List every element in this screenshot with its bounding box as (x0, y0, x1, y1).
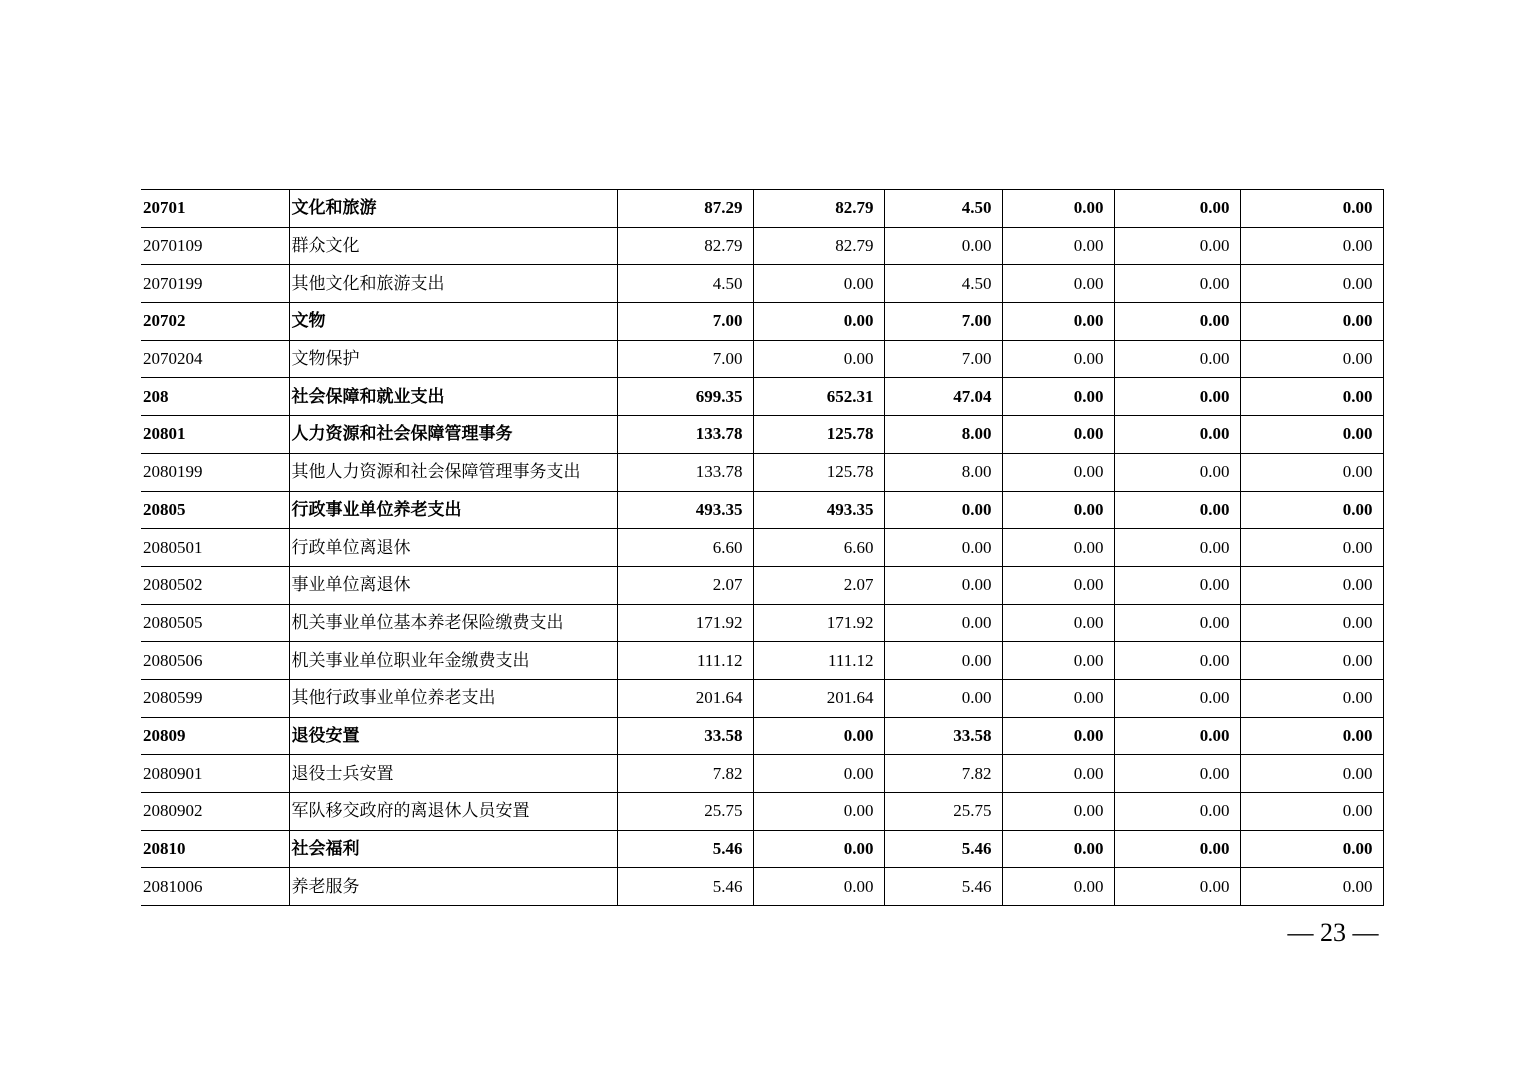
cell-amount: 0.00 (1114, 491, 1240, 529)
table-row (141, 227, 1383, 265)
cell-amount: 0.00 (1114, 227, 1240, 265)
cell-subject-code: 2080599 (141, 679, 289, 717)
cell-amount: 133.78 (617, 416, 753, 454)
cell-amount: 133.78 (617, 453, 753, 491)
cell-subject-name: 文化和旅游 (289, 190, 617, 228)
cell-amount: 0.00 (1002, 717, 1114, 755)
cell-amount: 5.46 (884, 868, 1002, 906)
cell-amount: 0.00 (1114, 190, 1240, 228)
cell-amount: 0.00 (1240, 604, 1383, 642)
cell-subject-name: 行政事业单位养老支出 (289, 491, 617, 529)
cell-amount: 0.00 (1114, 642, 1240, 680)
cell-amount: 47.04 (884, 378, 1002, 416)
cell-subject-name: 事业单位离退休 (289, 566, 617, 604)
cell-subject-code: 2080501 (141, 529, 289, 567)
cell-amount: 0.00 (753, 868, 884, 906)
table-row (141, 755, 1383, 793)
cell-amount: 0.00 (1114, 265, 1240, 303)
cell-amount: 0.00 (753, 303, 884, 341)
cell-subject-name: 退役士兵安置 (289, 755, 617, 793)
table-row (141, 717, 1383, 755)
cell-amount: 0.00 (1002, 340, 1114, 378)
cell-amount: 125.78 (753, 453, 884, 491)
cell-amount: 699.35 (617, 378, 753, 416)
cell-amount: 0.00 (1114, 604, 1240, 642)
cell-amount: 6.60 (753, 529, 884, 567)
cell-amount: 33.58 (617, 717, 753, 755)
cell-amount: 2.07 (617, 566, 753, 604)
cell-amount: 0.00 (1002, 604, 1114, 642)
cell-amount: 0.00 (1240, 190, 1383, 228)
cell-subject-name: 养老服务 (289, 868, 617, 906)
cell-amount: 4.50 (884, 190, 1002, 228)
cell-subject-name: 军队移交政府的离退休人员安置 (289, 793, 617, 831)
table-row (141, 378, 1383, 416)
cell-amount: 7.00 (884, 340, 1002, 378)
cell-amount: 0.00 (1240, 755, 1383, 793)
cell-subject-name: 行政单位离退休 (289, 529, 617, 567)
cell-amount: 5.46 (617, 830, 753, 868)
cell-amount: 4.50 (617, 265, 753, 303)
cell-amount: 493.35 (617, 491, 753, 529)
table-row (141, 190, 1383, 228)
cell-amount: 25.75 (617, 793, 753, 831)
cell-amount: 8.00 (884, 453, 1002, 491)
cell-amount: 0.00 (753, 717, 884, 755)
cell-subject-code: 2070204 (141, 340, 289, 378)
cell-amount: 0.00 (1240, 265, 1383, 303)
cell-amount: 0.00 (1002, 491, 1114, 529)
cell-subject-name: 社会福利 (289, 830, 617, 868)
cell-amount: 82.79 (753, 227, 884, 265)
cell-amount: 0.00 (1240, 679, 1383, 717)
cell-amount: 111.12 (753, 642, 884, 680)
table-row (141, 679, 1383, 717)
page-number: — 23 — (1287, 918, 1379, 947)
cell-amount: 0.00 (1002, 529, 1114, 567)
cell-amount: 0.00 (1002, 830, 1114, 868)
cell-subject-code: 20805 (141, 491, 289, 529)
cell-amount: 0.00 (1240, 717, 1383, 755)
cell-amount: 82.79 (753, 190, 884, 228)
cell-amount: 0.00 (1240, 340, 1383, 378)
cell-amount: 0.00 (1114, 755, 1240, 793)
cell-amount: 0.00 (1240, 642, 1383, 680)
cell-amount: 0.00 (884, 642, 1002, 680)
cell-subject-code: 2080902 (141, 793, 289, 831)
cell-amount: 7.00 (617, 340, 753, 378)
cell-amount: 0.00 (753, 830, 884, 868)
cell-amount: 0.00 (884, 679, 1002, 717)
cell-subject-code: 20801 (141, 416, 289, 454)
cell-amount: 5.46 (617, 868, 753, 906)
cell-amount: 0.00 (1240, 830, 1383, 868)
cell-amount: 0.00 (1240, 227, 1383, 265)
cell-subject-code: 20809 (141, 717, 289, 755)
cell-subject-name: 文物保护 (289, 340, 617, 378)
cell-subject-name: 人力资源和社会保障管理事务 (289, 416, 617, 454)
cell-amount: 0.00 (1002, 793, 1114, 831)
cell-amount: 0.00 (1240, 491, 1383, 529)
cell-amount: 493.35 (753, 491, 884, 529)
cell-amount: 0.00 (1002, 453, 1114, 491)
cell-amount: 0.00 (1114, 868, 1240, 906)
cell-amount: 8.00 (884, 416, 1002, 454)
cell-amount: 82.79 (617, 227, 753, 265)
cell-amount: 0.00 (1002, 755, 1114, 793)
table-body (141, 190, 1383, 906)
cell-amount: 0.00 (1240, 529, 1383, 567)
cell-subject-name: 机关事业单位职业年金缴费支出 (289, 642, 617, 680)
budget-table (141, 189, 1384, 906)
cell-amount: 0.00 (753, 340, 884, 378)
table-row (141, 303, 1383, 341)
cell-amount: 0.00 (1114, 453, 1240, 491)
cell-amount: 201.64 (617, 679, 753, 717)
cell-amount: 0.00 (1240, 303, 1383, 341)
table-row (141, 529, 1383, 567)
cell-subject-code: 2070199 (141, 265, 289, 303)
cell-amount: 125.78 (753, 416, 884, 454)
cell-amount: 0.00 (1114, 717, 1240, 755)
cell-subject-name: 其他人力资源和社会保障管理事务支出 (289, 453, 617, 491)
cell-amount: 0.00 (753, 755, 884, 793)
cell-amount: 2.07 (753, 566, 884, 604)
cell-subject-code: 2080506 (141, 642, 289, 680)
cell-amount: 0.00 (1114, 679, 1240, 717)
cell-amount: 0.00 (1002, 303, 1114, 341)
cell-subject-name: 其他行政事业单位养老支出 (289, 679, 617, 717)
cell-amount: 7.82 (617, 755, 753, 793)
cell-subject-code: 2080199 (141, 453, 289, 491)
cell-subject-code: 2080901 (141, 755, 289, 793)
cell-amount: 171.92 (753, 604, 884, 642)
cell-amount: 7.82 (884, 755, 1002, 793)
cell-amount: 33.58 (884, 717, 1002, 755)
cell-amount: 0.00 (1002, 265, 1114, 303)
cell-amount: 0.00 (1114, 830, 1240, 868)
cell-subject-code: 20810 (141, 830, 289, 868)
cell-amount: 7.00 (617, 303, 753, 341)
cell-subject-name: 文物 (289, 303, 617, 341)
cell-amount: 0.00 (1240, 566, 1383, 604)
cell-amount: 0.00 (1114, 340, 1240, 378)
cell-amount: 0.00 (1240, 453, 1383, 491)
cell-amount: 0.00 (1114, 566, 1240, 604)
table-row (141, 491, 1383, 529)
cell-subject-name: 群众文化 (289, 227, 617, 265)
cell-amount: 0.00 (884, 227, 1002, 265)
cell-amount: 0.00 (884, 491, 1002, 529)
cell-amount: 0.00 (1240, 378, 1383, 416)
cell-subject-name: 其他文化和旅游支出 (289, 265, 617, 303)
cell-subject-code: 20702 (141, 303, 289, 341)
cell-amount: 0.00 (1002, 227, 1114, 265)
cell-amount: 0.00 (1002, 378, 1114, 416)
table-row (141, 453, 1383, 491)
table-row (141, 416, 1383, 454)
cell-amount: 171.92 (617, 604, 753, 642)
cell-amount: 0.00 (753, 265, 884, 303)
cell-amount: 0.00 (884, 529, 1002, 567)
table-row (141, 830, 1383, 868)
cell-amount: 0.00 (1114, 793, 1240, 831)
table-row (141, 265, 1383, 303)
cell-amount: 0.00 (1114, 416, 1240, 454)
cell-amount: 0.00 (1002, 679, 1114, 717)
cell-amount: 4.50 (884, 265, 1002, 303)
cell-amount: 0.00 (1002, 566, 1114, 604)
cell-amount: 5.46 (884, 830, 1002, 868)
cell-amount: 0.00 (884, 566, 1002, 604)
table-row (141, 340, 1383, 378)
cell-subject-code: 208 (141, 378, 289, 416)
cell-amount: 0.00 (884, 604, 1002, 642)
cell-amount: 7.00 (884, 303, 1002, 341)
table-row (141, 868, 1383, 906)
cell-subject-code: 20701 (141, 190, 289, 228)
table-row (141, 604, 1383, 642)
cell-subject-name: 退役安置 (289, 717, 617, 755)
cell-amount: 0.00 (1240, 416, 1383, 454)
cell-amount: 6.60 (617, 529, 753, 567)
cell-amount: 652.31 (753, 378, 884, 416)
cell-amount: 87.29 (617, 190, 753, 228)
cell-amount: 0.00 (1002, 190, 1114, 228)
cell-amount: 201.64 (753, 679, 884, 717)
cell-subject-code: 2080502 (141, 566, 289, 604)
cell-subject-code: 2070109 (141, 227, 289, 265)
cell-amount: 0.00 (753, 793, 884, 831)
cell-amount: 111.12 (617, 642, 753, 680)
cell-amount: 0.00 (1240, 868, 1383, 906)
cell-amount: 0.00 (1240, 793, 1383, 831)
cell-subject-code: 2081006 (141, 868, 289, 906)
cell-subject-code: 2080505 (141, 604, 289, 642)
cell-amount: 0.00 (1002, 868, 1114, 906)
cell-amount: 0.00 (1114, 303, 1240, 341)
table-row (141, 566, 1383, 604)
cell-subject-name: 机关事业单位基本养老保险缴费支出 (289, 604, 617, 642)
cell-amount: 25.75 (884, 793, 1002, 831)
table-row (141, 793, 1383, 831)
table-row (141, 642, 1383, 680)
cell-amount: 0.00 (1002, 416, 1114, 454)
cell-subject-name: 社会保障和就业支出 (289, 378, 617, 416)
cell-amount: 0.00 (1114, 529, 1240, 567)
cell-amount: 0.00 (1002, 642, 1114, 680)
cell-amount: 0.00 (1114, 378, 1240, 416)
